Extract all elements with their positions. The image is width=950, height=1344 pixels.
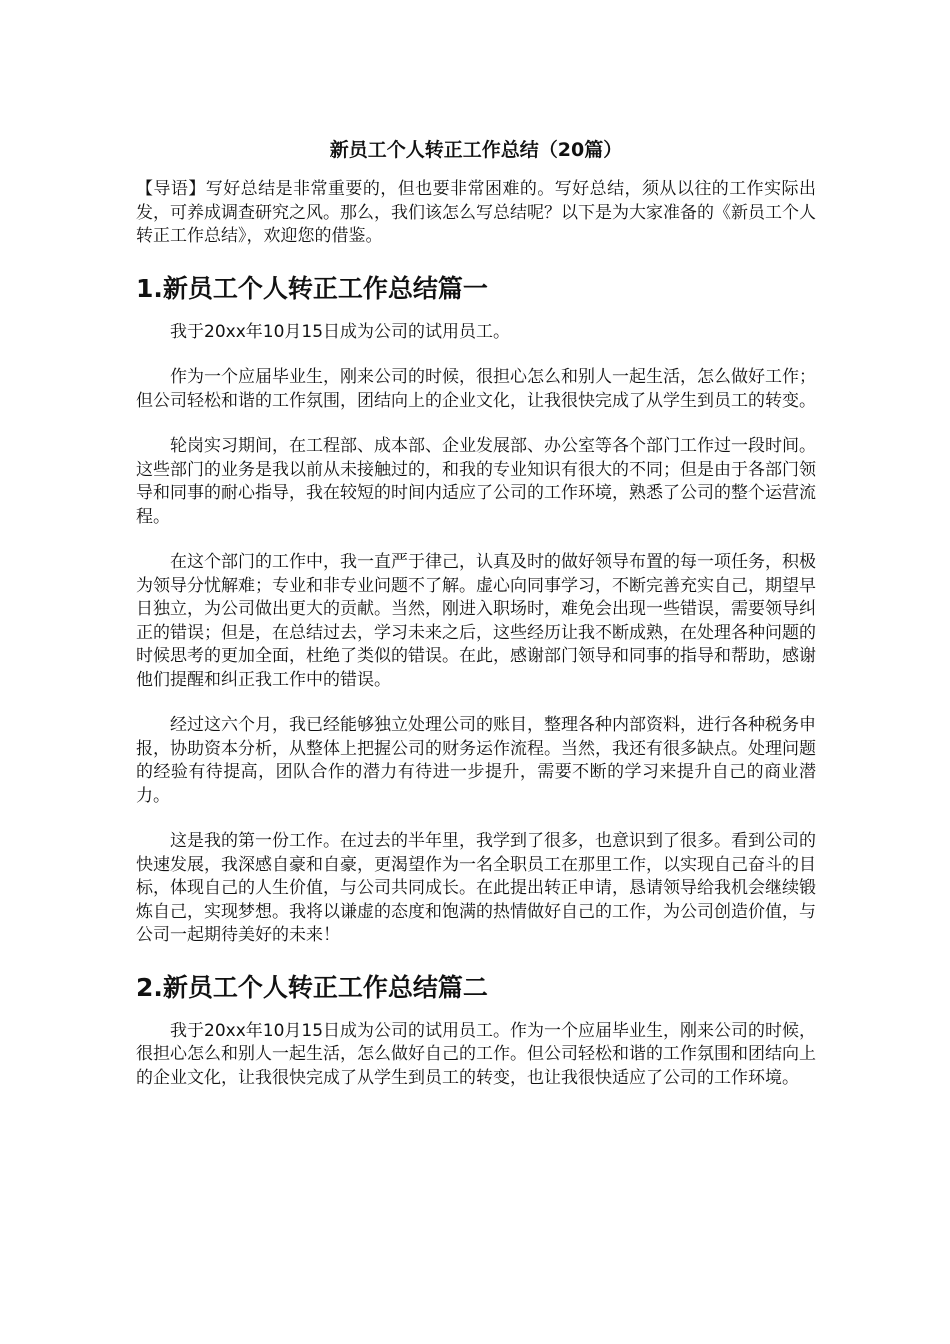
intro-paragraph: 【导语】写好总结是非常重要的，但也要非常困难的。写好总结，须从以往的工作实际出发，可养成调查研究之风。那么，我们该怎么写总结呢？以下是为大家准备的《新员工个人转正工作总结》，欢迎您的借鉴。 [136, 179, 816, 246]
body-paragraph: 这是我的第一份工作。在过去的半年里，我学到了很多，也意识到了很多。看到公司的快速发展，我深感自豪和自豪，更渴望作为一名全职员工在那里工作，以实现自己奋斗的目标，体现自己的人生价值，与公司共同成长。在此提出转正申请，恳请领导给我机会继续锻炼自己，实现梦想。我将以谦虚的态度和饱满的热情做好自己的工作，为公司创造价值，与公司一起期待美好的未来！ [136, 831, 816, 945]
body-paragraph: 作为一个应届毕业生，刚来公司的时候，很担心怎么和别人一起生活，怎么做好工作；但公司轻松和谐的工作氛围，团结向上的企业文化，让我很快完成了从学生到员工的转变。 [136, 367, 816, 411]
body-paragraph: 我于20xx年10月15日成为公司的试用员工。 [170, 321, 511, 342]
body-paragraph: 轮岗实习期间，在工程部、成本部、企业发展部、办公室等各个部门工作过一段时间。这些部门的业务是我以前从未接触过的，和我的专业知识有很大的不同；但是由于各部门领导和同事的耐心指导，我在较短的时间内适应了公司的工作环境，熟悉了公司的整个运营流程。 [136, 436, 816, 527]
document-page [136, 128, 816, 1112]
section-heading: 1.新员工个人转正工作总结篇一 [136, 273, 488, 303]
section-2 [136, 970, 816, 1091]
body-paragraph: 经过这六个月，我已经能够独立处理公司的账目，整理各种内部资料，进行各种税务申报，协助资本分析，从整体上把握公司的财务运作流程。当然，我还有很多缺点。处理问题的经验有待提高，团队合作的潜力有待进一步提升，需要不断的学习来提升自己的商业潜力。 [136, 715, 816, 806]
section-1 [136, 271, 816, 948]
body-paragraph: 我于20xx年10月15日成为公司的试用员工。作为一个应届毕业生，刚来公司的时候，很担心怎么和别人一起生活，怎么做好自己的工作。但公司轻松和谐的工作氛围和团结向上的企业文化，让我很快完成了从学生到员工的转变，也让我很快适应了公司的工作环境。 [136, 1020, 817, 1088]
body-paragraph: 在这个部门的工作中，我一直严于律己，认真及时的做好领导布置的每一项任务，积极为领导分忧解难；专业和非专业问题不了解。虚心向同事学习，不断完善充实自己，期望早日独立，为公司做出更大的贡献。当然，刚进入职场时，难免会出现一些错误，需要领导纠正的错误；但是，在总结过去，学习未来之后，这些经历让我不断成熟，在处理各种问题的时候思考的更加全面，杜绝了类似的错误。在此，感谢部门领导和同事的指导和帮助，感谢他们提醒和纠正我工作中的错误。 [136, 552, 816, 690]
document-title: 新员工个人转正工作总结（20篇） [329, 139, 623, 161]
section-heading: 2.新员工个人转正工作总结篇二 [136, 972, 488, 1002]
